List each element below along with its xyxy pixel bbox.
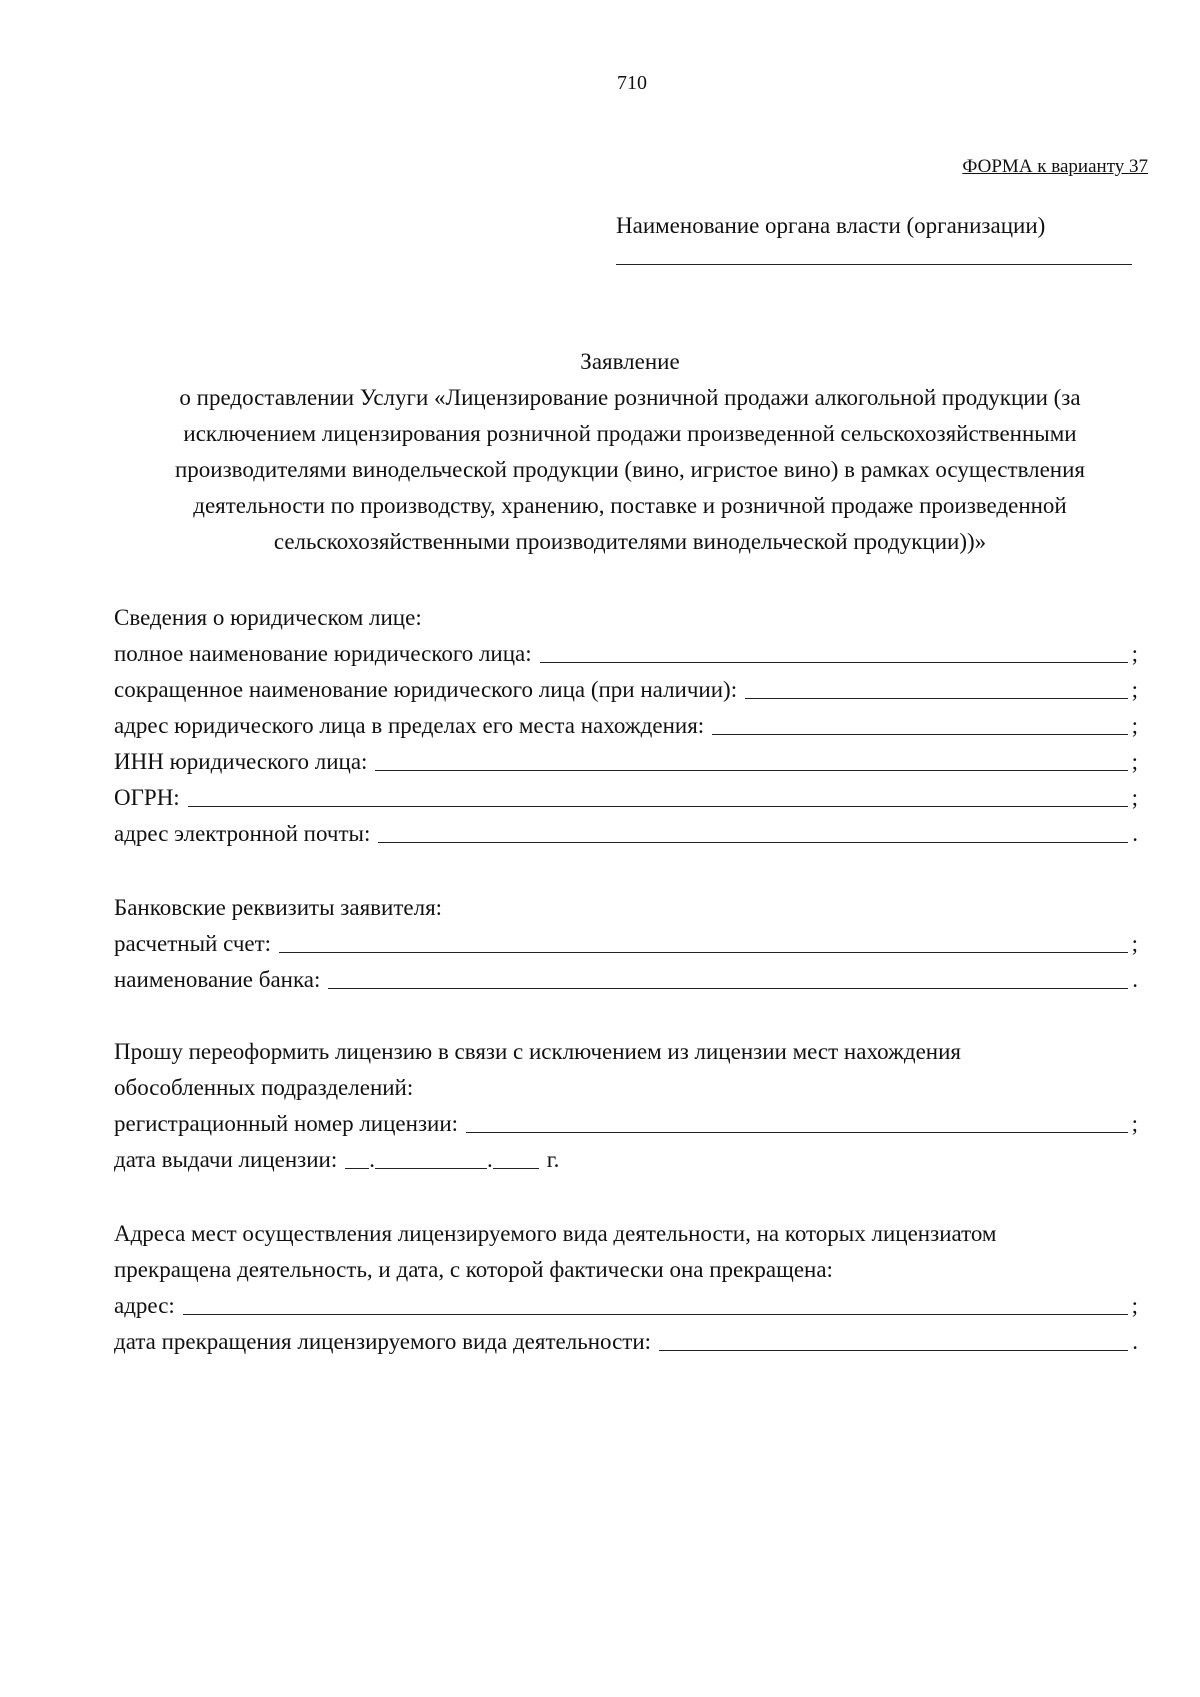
field-terminator: ; (1131, 785, 1138, 810)
field-label: наименование банка: (114, 967, 321, 992)
field-terminator: ; (1131, 641, 1138, 666)
year-suffix: г. (546, 1147, 560, 1172)
full-name-field (114, 636, 1138, 672)
field-terminator: ; (1131, 1293, 1138, 1318)
bank-name-input-line[interactable] (328, 987, 1128, 989)
form-reference: ФОРМА к варианту 37 (962, 156, 1148, 177)
title-subject-line: производителями винодельческой продукции (вино, игристое вино) в рамках осуществления (174, 457, 1086, 482)
address-field (114, 708, 1138, 744)
field-terminator: . (1132, 821, 1138, 846)
field-terminator: ; (1131, 749, 1138, 774)
bank-heading: Банковские реквизиты заявителя: (114, 895, 443, 920)
authority-label: Наименование органа власти (организации) (616, 213, 1046, 238)
legal-entity-heading: Сведения о юридическом лице: (114, 605, 422, 630)
authority-input-line[interactable] (616, 264, 1132, 265)
issue-year-input-line[interactable] (493, 1167, 539, 1169)
field-terminator: ; (1131, 677, 1138, 702)
addresses-section (114, 1216, 1138, 1360)
title-subject-line: исключением лицензирования розничной продажи произведенной сельскохозяйственными (183, 421, 1077, 446)
bank-name-field (114, 962, 1138, 998)
request-text-line: обособленных подразделений: (114, 1075, 414, 1100)
license-number-field (114, 1106, 1138, 1142)
title-subject-line: сельскохозяйственными производителями винодельческой продукции))» (273, 529, 987, 554)
bank-section (114, 890, 1138, 998)
field-label: адрес электронной почты: (114, 821, 371, 846)
title-subject-line: о предоставлении Услуги «Лицензирование розничной продажи алкогольной продукции (за (179, 385, 1081, 410)
short-name-input-line[interactable] (745, 697, 1128, 699)
license-number-input-line[interactable] (466, 1131, 1128, 1133)
stop-date-input-line[interactable] (659, 1349, 1128, 1351)
address-input-line[interactable] (712, 733, 1127, 735)
account-input-line[interactable] (279, 951, 1128, 953)
request-section (114, 1034, 1138, 1178)
date-separator: . (487, 1147, 493, 1172)
field-terminator: . (1132, 1329, 1138, 1354)
addresses-text-line: прекращена деятельность, и дата, с которой фактически она прекращена: (114, 1257, 833, 1282)
field-label: сокращенное наименование юридического лица (при наличии): (114, 677, 738, 702)
field-terminator: ; (1131, 713, 1138, 738)
application-title (60, 344, 1200, 560)
field-terminator: ; (1131, 1111, 1138, 1136)
field-label: дата прекращения лицензируемого вида деятельности: (114, 1329, 652, 1354)
stop-date-field (114, 1324, 1138, 1360)
field-terminator: ; (1131, 931, 1138, 956)
title-heading: Заявление (580, 349, 680, 374)
inn-field (114, 744, 1138, 780)
legal-entity-section (114, 600, 1138, 852)
field-label: адрес юридического лица в пределах его места нахождения: (114, 713, 705, 738)
field-label: ОГРН: (114, 785, 180, 810)
page-number: 710 (617, 72, 647, 94)
title-subject-line: деятельности по производству, хранению, поставке и розничной продаже произведенной (193, 493, 1067, 518)
field-terminator: . (1132, 967, 1138, 992)
ogrn-input-line[interactable] (188, 805, 1128, 807)
date-separator: . (369, 1147, 375, 1172)
field-label: адрес: (114, 1293, 175, 1318)
full-name-input-line[interactable] (540, 661, 1128, 663)
email-input-line[interactable] (378, 841, 1128, 843)
email-field (114, 816, 1138, 852)
field-label: расчетный счет: (114, 931, 272, 956)
address-stop-field (114, 1288, 1138, 1324)
ogrn-field (114, 780, 1138, 816)
request-text-line: Прошу переоформить лицензию в связи с исключением из лицензии мест нахождения (114, 1039, 962, 1064)
field-label: регистрационный номер лицензии: (114, 1111, 459, 1136)
issue-month-input-line[interactable] (375, 1167, 487, 1169)
issue-day-input-line[interactable] (345, 1167, 369, 1169)
issue-date-field (114, 1142, 1138, 1178)
short-name-field (114, 672, 1138, 708)
field-label: ИНН юридического лица: (114, 749, 368, 774)
inn-input-line[interactable] (375, 769, 1127, 771)
addresses-text-line: Адреса мест осуществления лицензируемого вида деятельности, на которых лицензиатом (114, 1221, 997, 1246)
field-label: полное наименование юридического лица: (114, 641, 532, 666)
stop-address-input-line[interactable] (183, 1313, 1128, 1315)
field-label: дата выдачи лицензии: (114, 1147, 338, 1172)
account-field (114, 926, 1138, 962)
